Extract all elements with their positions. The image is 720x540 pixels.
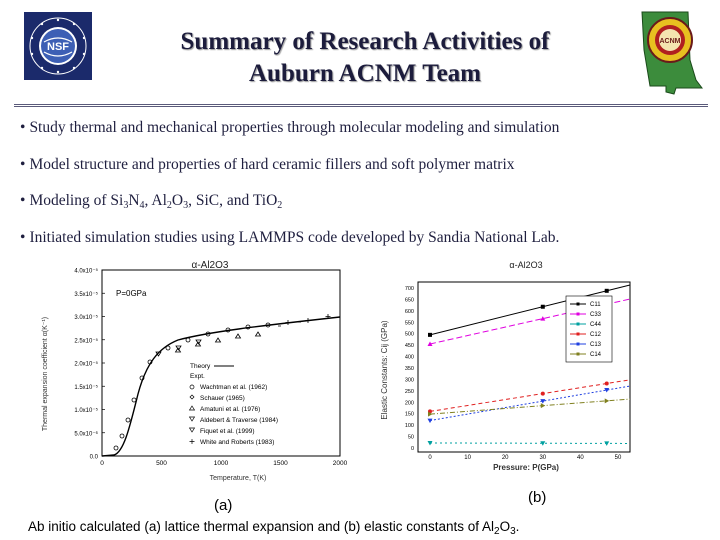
svg-text:Aldebert & Traverse (1984): Aldebert & Traverse (1984) bbox=[200, 417, 279, 424]
figure-b-point bbox=[541, 403, 546, 408]
figure-b-legend-label: C11 bbox=[590, 302, 601, 308]
figure-b-series-c13 bbox=[430, 386, 630, 421]
figure-a-xtick-label: 2000 bbox=[332, 460, 348, 467]
figure-b-legend-label: C33 bbox=[590, 312, 602, 318]
figure-a-xtick-label: 500 bbox=[156, 460, 167, 467]
figure-b-legend-marker bbox=[577, 353, 580, 356]
figure-b-title: α-Al2O3 bbox=[509, 260, 543, 270]
figure-b-ytick-label: 300 bbox=[404, 377, 414, 384]
slide-title bbox=[100, 26, 630, 90]
figure-a-xtick-label: 1500 bbox=[273, 460, 288, 467]
figure-b-point bbox=[541, 305, 545, 309]
figure-a-ytick-label: 4.0x10⁻⁵ bbox=[74, 268, 98, 275]
figure-b-legend-marker bbox=[577, 313, 580, 316]
figure-a-xtick-label: 1000 bbox=[213, 460, 229, 467]
figure-b-ytick-label: 100 bbox=[404, 423, 414, 430]
figure-a-xtick-label: 0 bbox=[100, 460, 104, 467]
svg-text:Wachtman et al. (1962): Wachtman et al. (1962) bbox=[200, 384, 268, 391]
figure-b-point bbox=[605, 381, 609, 385]
acnm-logo-text: ACNM bbox=[659, 38, 681, 45]
figure-b-legend-marker bbox=[577, 303, 580, 306]
figure-a-ytick-label: 3.5x10⁻⁵ bbox=[74, 291, 98, 298]
bullet-text: Model structure and properties of hard ceramic fillers and soft polymer matrix bbox=[29, 155, 515, 173]
figure-a-title: α-Al2O3 bbox=[191, 260, 229, 271]
svg-text:Amatuni et al. (1976): Amatuni et al. (1976) bbox=[200, 406, 261, 413]
figure-a-label: (a) bbox=[214, 497, 233, 514]
figure-a-xaxis-label: Temperature, T(K) bbox=[209, 475, 267, 482]
figure-b-legend-label: C44 bbox=[590, 322, 602, 328]
bullet-dot: • bbox=[20, 192, 26, 209]
figure-a-condition: P=0GPa bbox=[116, 289, 147, 298]
figure-b-yaxis-label bbox=[380, 320, 389, 419]
figure-b-ytick-label: 400 bbox=[404, 354, 414, 361]
bullet-text: Study thermal and mechanical properties through molecular modeling and simulation bbox=[29, 119, 560, 136]
figure-a-ytick-label: 0.0 bbox=[89, 454, 98, 461]
figure-a-ytick-label: 2.5x10⁻⁵ bbox=[74, 338, 98, 345]
figure-b-elastic-constants bbox=[372, 258, 640, 472]
svg-text:Thermal expansion coefficient: Thermal expansion coefficient α(K⁻¹) bbox=[42, 316, 49, 432]
figure-b-xtick-label: 20 bbox=[501, 455, 509, 461]
figure-b-ytick-label: 550 bbox=[404, 320, 414, 327]
figure-b-point bbox=[428, 333, 432, 337]
figure-b-xtick-label: 50 bbox=[614, 455, 622, 461]
figure-a-ytick-label: 3.0x10⁻⁵ bbox=[74, 315, 98, 321]
figure-b-point bbox=[428, 419, 433, 424]
svg-text:Expt.: Expt. bbox=[190, 373, 205, 380]
bullet-item bbox=[20, 155, 710, 175]
figure-b-xaxis-label: Pressure: P(GPa) bbox=[493, 463, 559, 472]
figure-a-legend bbox=[190, 363, 279, 446]
figure-b-point bbox=[605, 398, 610, 403]
figure-b-ytick-label: 650 bbox=[404, 297, 414, 304]
figure-b-xtick-label: 30 bbox=[539, 455, 547, 461]
bullet-text: Initiated simulation studies using LAMMPS code developed by Sandia National Lab. bbox=[29, 228, 560, 246]
nsf-logo bbox=[24, 12, 92, 80]
bullet-dot: • bbox=[20, 228, 26, 246]
figure-b-yticks bbox=[405, 286, 414, 452]
figure-b-ytick-label: 50 bbox=[407, 434, 414, 441]
figure-b-legend-label: C14 bbox=[590, 352, 602, 358]
acnm-logo bbox=[636, 10, 708, 94]
nsf-logo-center: NSF bbox=[47, 41, 69, 53]
figure-b-point bbox=[541, 392, 545, 396]
bullet-text: Modeling of $Si_3N_4$, $Al_2O_3$, SiC, and TiO$_2$ bbox=[29, 192, 283, 211]
figure-b-legend-marker bbox=[577, 333, 580, 336]
figure-a-ytick-label: 1.0x10⁻⁵ bbox=[74, 408, 98, 414]
figure-a-ytick-label: 5.0x10⁻⁶ bbox=[74, 431, 98, 438]
figure-b-legend-label: C12 bbox=[590, 332, 602, 338]
figure-b-ytick-label: 0 bbox=[410, 446, 414, 452]
figure-b-ytick-label: 500 bbox=[404, 331, 414, 338]
figure-a-ytick-label: 2.0x10⁻⁵ bbox=[74, 361, 98, 368]
figure-b-xticks bbox=[428, 455, 622, 461]
title-line-2: Auburn ACNM Team bbox=[249, 60, 481, 87]
bullet-item bbox=[20, 118, 710, 138]
figure-b-xtick-label: 40 bbox=[577, 455, 584, 461]
svg-text:Schauer (1965): Schauer (1965) bbox=[200, 395, 245, 402]
figure-b-legend-label: C13 bbox=[590, 342, 602, 348]
figure-caption: Ab initio calculated (a) lattice thermal expansion and (b) elastic constants of $Al_2O_3$. bbox=[28, 519, 520, 537]
figure-b-legend bbox=[566, 296, 612, 362]
figure-a-yaxis-label bbox=[42, 317, 49, 431]
figure-b-ytick-label: 350 bbox=[404, 366, 414, 372]
figure-b-ytick-label: 600 bbox=[404, 308, 414, 315]
figure-b-point bbox=[604, 441, 609, 446]
svg-text:Elastic Constants: Cij (GPa): Elastic Constants: Cij (GPa) bbox=[380, 320, 389, 420]
bullet-dot: • bbox=[20, 119, 26, 136]
title-line-1: Summary of Research Activities of bbox=[180, 28, 550, 55]
title-divider bbox=[14, 104, 708, 107]
figure-b-ytick-label: 250 bbox=[404, 388, 414, 395]
bullet-list bbox=[20, 118, 710, 264]
svg-text:Theory: Theory bbox=[190, 363, 211, 370]
figure-a-xticks bbox=[100, 460, 347, 467]
figure-b-xtick-label: 10 bbox=[464, 455, 471, 461]
figure-b-xtick-label: 0 bbox=[428, 455, 432, 461]
figure-b-point bbox=[605, 289, 609, 293]
figure-a-yticks bbox=[74, 268, 105, 461]
figure-b-legend-marker bbox=[577, 323, 580, 326]
bullet-dot: • bbox=[20, 155, 26, 173]
svg-text:White and Roberts (1983): White and Roberts (1983) bbox=[200, 439, 275, 446]
figure-b-ytick-label: 200 bbox=[404, 400, 414, 407]
bullet-item bbox=[20, 191, 710, 211]
figure-b-label: (b) bbox=[528, 489, 547, 506]
svg-text:Fiquet et al. (1999): Fiquet et al. (1999) bbox=[200, 428, 255, 435]
figure-b-ytick-label: 700 bbox=[404, 286, 414, 292]
figure-b-ytick-label: 450 bbox=[404, 343, 414, 350]
figure-b-ytick-label: 150 bbox=[404, 411, 414, 418]
figure-a-ytick-label: 1.5x10⁻⁵ bbox=[74, 384, 98, 391]
bullet-item bbox=[20, 228, 710, 248]
figure-b-legend-marker bbox=[577, 343, 580, 346]
figure-a-thermal-expansion bbox=[38, 256, 356, 482]
